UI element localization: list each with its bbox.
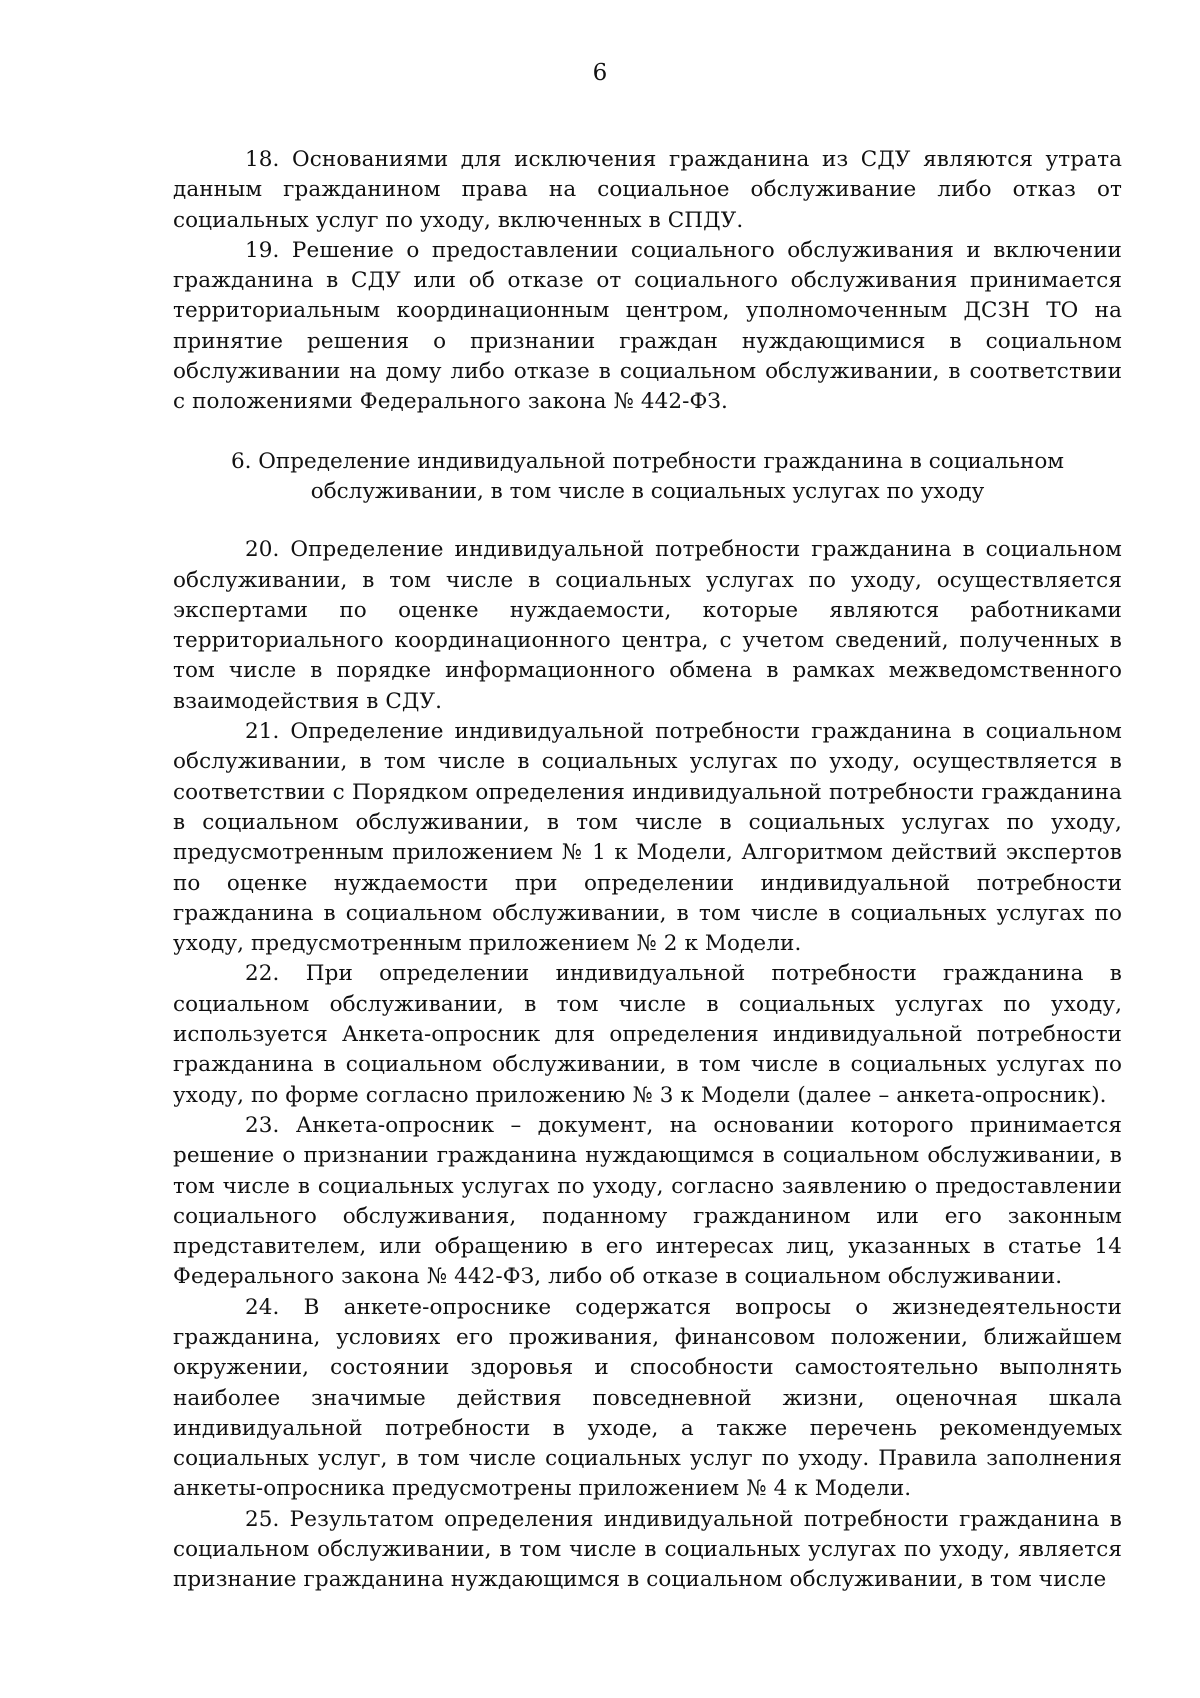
document-body: [173, 145, 1122, 1596]
page-number: 6: [592, 60, 608, 86]
section-title-line-2: обслуживании, в том числе в социальных услугах по уходу: [310, 478, 985, 504]
paragraph-19: 19. Решение о предоставлении социального обслуживания и включении гражданина в СДУ или об отказе от социального обслуживания принимается территориальным координационным центром, уполномоченным ДСЗН ТО на принятие решения о признании граждан нуждающимися в социальном обслуживании на дому либо отказе в социальном обслуживании, в соответствии с положениями Федерального закона № 442-ФЗ.: [173, 237, 1122, 415]
paragraph-24: 24. В анкете-опроснике содержатся вопросы о жизнедеятельности гражданина, условиях его проживания, финансовом положении, ближайшем окружении, состоянии здоровья и способности самостоятельно выполнять наиболее значимые действия повседневной жизни, оценочная шкала индивидуальной потребности в уходе, а также перечень рекомендуемых социальных услуг, в том числе социальных услуг по уходу. Правила заполнения анкеты-опросника предусмотрены приложением № 4 к Модели.: [173, 1294, 1122, 1502]
paragraph-23: 23. Анкета-опросник – документ, на основании которого принимается решение о признании гражданина нуждающимся в социальном обслуживании, в том числе в социальных услугах по уходу, согласно заявлению о предоставлении социального обслуживания, поданному гражданином или его законным представителем, или обращению в его интересах лиц, указанных в статье 14 Федерального закона № 442-ФЗ, либо об отказе в социальном обслуживании.: [173, 1112, 1122, 1290]
paragraph-21: 21. Определение индивидуальной потребности гражданина в социальном обслуживании, в том числе в социальных услугах по уходу, осуществляется в соответствии с Порядком определения индивидуальной потребности гражданина в социальном обслуживании, в том числе в социальных услугах по уходу, предусмотренным приложением № 1 к Модели, Алгоритмом действий экспертов по оценке нуждаемости при определении индивидуальной потребности гражданина в социальном обслуживании, в том числе в социальных услугах по уходу, предусмотренным приложением № 2 к Модели.: [173, 719, 1122, 957]
section-heading: [173, 447, 1122, 508]
paragraph-18: 18. Основаниями для исключения гражданина из СДУ являются утрата данным гражданином права на социальное обслуживание либо отказ от социальных услуг по уходу, включенных в СПДУ.: [173, 147, 1122, 233]
paragraph-25: 25. Результатом определения индивидуальной потребности гражданина в социальном обслуживании, в том числе в социальных услугах по уходу, является признание гражданина нуждающимся в социальном обслуживании, в том числе: [173, 1506, 1122, 1593]
paragraph-22: 22. При определении индивидуальной потребности гражданина в социальном обслуживании, в том числе в социальных услугах по уходу, используется Анкета-опросник для определения индивидуальной потребности гражданина в социальном обслуживании, в том числе в социальных услугах по уходу, по форме согласно приложению № 3 к Модели (далее – анкета-опросник).: [173, 961, 1122, 1108]
section-title-line-1: 6. Определение индивидуальной потребности гражданина в социальном: [230, 448, 1065, 474]
paragraph-20: 20. Определение индивидуальной потребности гражданина в социальном обслуживании, в том числе в социальных услугах по уходу, осуществляется экспертами по оценке нуждаемости, которые являются работниками территориального координационного центра, с учетом сведений, полученных в том числе в порядке информационного обмена в рамках межведомственного взаимодействия в СДУ.: [173, 537, 1122, 714]
